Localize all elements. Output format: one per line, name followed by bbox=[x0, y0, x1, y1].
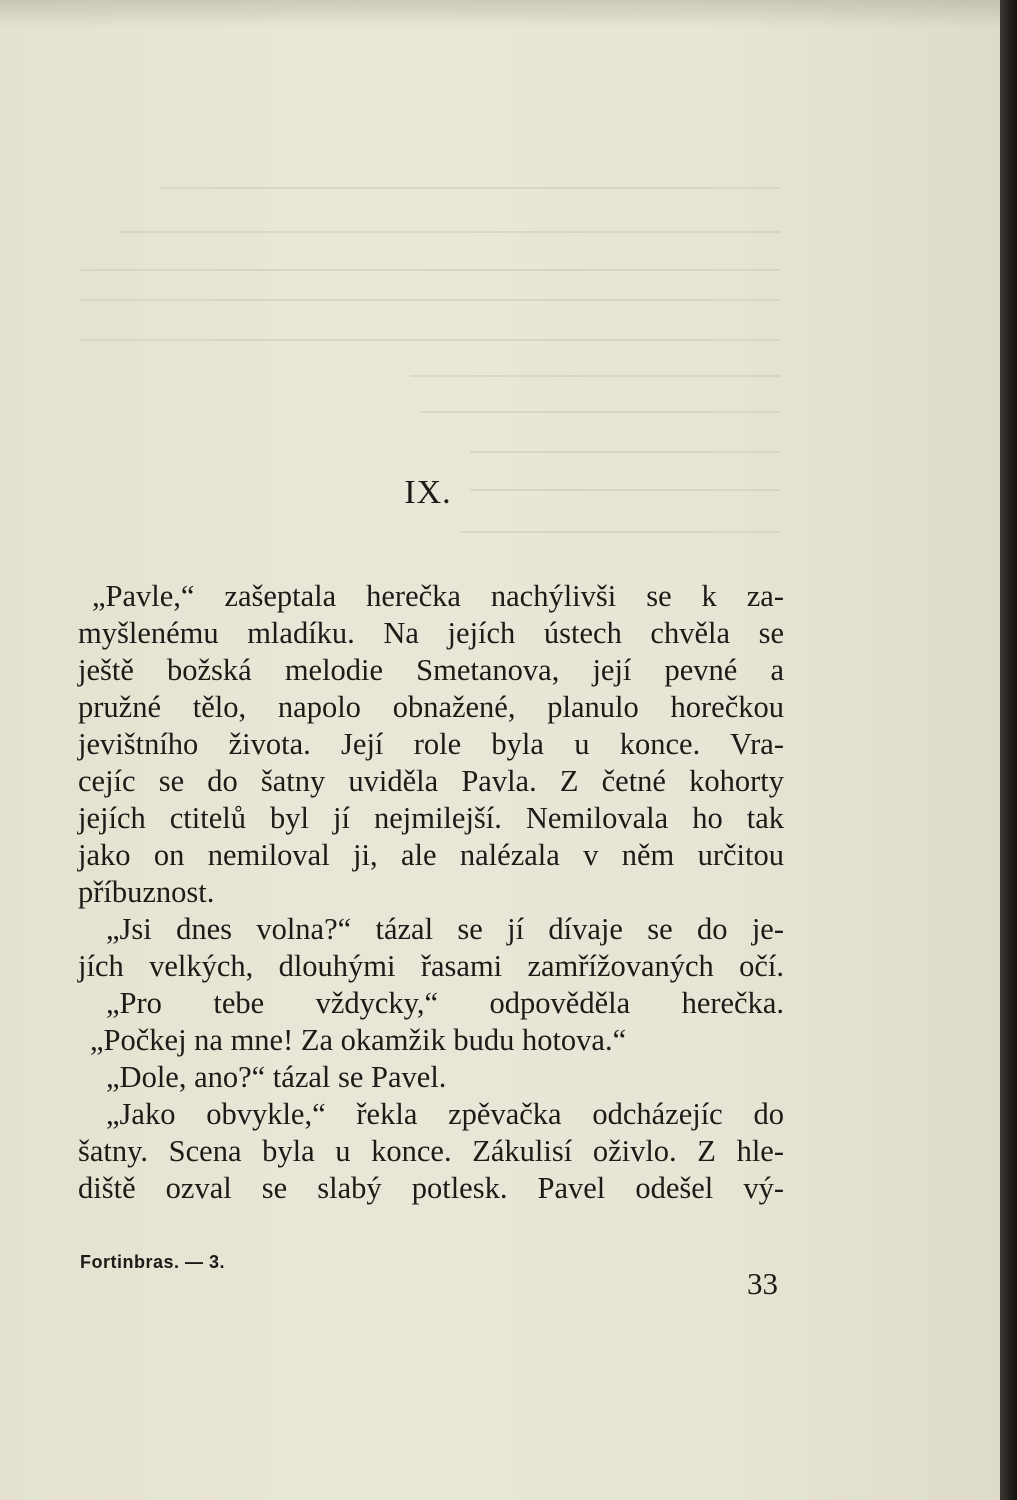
text-line: ještě božská melodie Smetanova, její pevné a bbox=[78, 653, 784, 687]
text-line: myšlenému mladíku. Na jejích ústech chvěla se bbox=[78, 616, 784, 650]
page-top-shadow bbox=[0, 0, 1000, 28]
scan-edge bbox=[1000, 0, 1017, 1500]
text-line: diště ozval se slabý potlesk. Pavel odešel vý- bbox=[78, 1171, 784, 1205]
text-line: „Pro tebe vždycky,“ odpověděla herečka. bbox=[106, 986, 784, 1020]
text-line: jejích ctitelů byl jí nejmilejší. Nemilovala ho tak bbox=[78, 801, 784, 835]
text-line: jích velkých, dlouhými řasami zamřížovaných očí. bbox=[78, 949, 784, 983]
text-line: „Jako obvykle,“ řekla zpěvačka odcházejíc do bbox=[106, 1097, 784, 1131]
page-number: 33 bbox=[747, 1266, 778, 1301]
chapter-heading: IX. bbox=[404, 474, 452, 511]
text-line: jako on nemiloval ji, ale nalézala v něm určitou bbox=[78, 838, 784, 872]
text-line: „Pavle,“ zašeptala herečka nachýlivši se k za- bbox=[92, 579, 784, 613]
text-line: „Dole, ano?“ tázal se Pavel. bbox=[106, 1060, 447, 1094]
text-line: jevištního života. Její role byla u konce. Vra- bbox=[78, 727, 784, 761]
footer-signature: Fortinbras. — 3. bbox=[80, 1252, 226, 1272]
text-line: pružné tělo, napolo obnažené, planulo horečkou bbox=[78, 690, 784, 724]
text-line: „Jsi dnes volna?“ tázal se jí dívaje se do je- bbox=[106, 912, 784, 946]
text-line: „Počkej na mne! Za okamžik budu hotova.“ bbox=[90, 1023, 627, 1057]
text-line: cejíc se do šatny uviděla Pavla. Z četné kohorty bbox=[78, 764, 784, 798]
text-line: šatny. Scena byla u konce. Zákulisí oživlo. Z hle- bbox=[78, 1134, 784, 1168]
text-line: příbuznost. bbox=[78, 875, 215, 909]
